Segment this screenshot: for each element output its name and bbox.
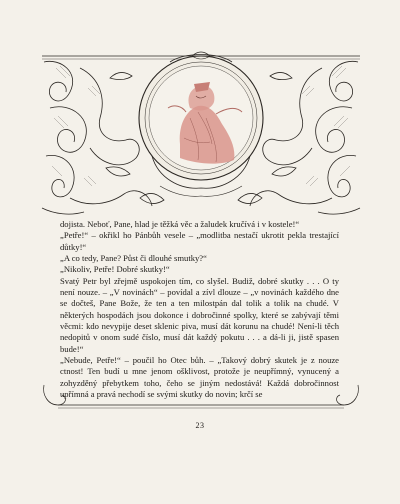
paragraph: „Nikoliv, Petře! Dobré skutky!“ [60,264,170,275]
ornamental-header-illustration [40,48,362,220]
paragraph: „A co tedy, Pane? Půst či dlouhé smutky?“ [60,253,207,264]
ornamental-footer-border [40,383,362,413]
paragraph: Svatý Petr byl zřejmě uspokojen tím, co slyšel. Budiž, dobré skutky . . . O ty není nouze. – „V novinách“ – povídal a zívl dlouze – „v novinách každého dne se dočteš, Pane Bože, že ten a ten milostpán dal tolik a tolik na chudé. V některých hospodách jsou dokonce i dobročinné spolky, které se zabývají těmi věcmi: kdo nevypije deset sklenic piva, musí dát korunu na chudé! Není-li těch nedopitů v onom sudé číslo, musí dát každý pokutu . . . a dá-li ji, jistě spasen bude!“ [60,275,339,354]
paragraph: „Petře!“ – okřikl ho Pánbůh vesele – „modlitba nestačí ukrotit pekla trestající důtky!“ [60,230,339,252]
body-text [60,219,339,401]
page-number: 23 [195,421,205,430]
paragraph: dojista. Neboť, Pane, hlad je těžká věc a žaludek kručívá i v kostele!“ [60,219,300,229]
paragraph: „Nebude, Petře!“ – poučil ho Otec bůh. – „Takový dobrý skutek je z nouze ctnost! Ten budí u mne jenom ošklivost, protože je neupřímný, vynucený a zohyzděný přebytkem toho, čeho se jiným nedostává! Každá dobročinnost upřímná a pravá nechodí se svými skutky do novin; krčí se [60,355,339,400]
